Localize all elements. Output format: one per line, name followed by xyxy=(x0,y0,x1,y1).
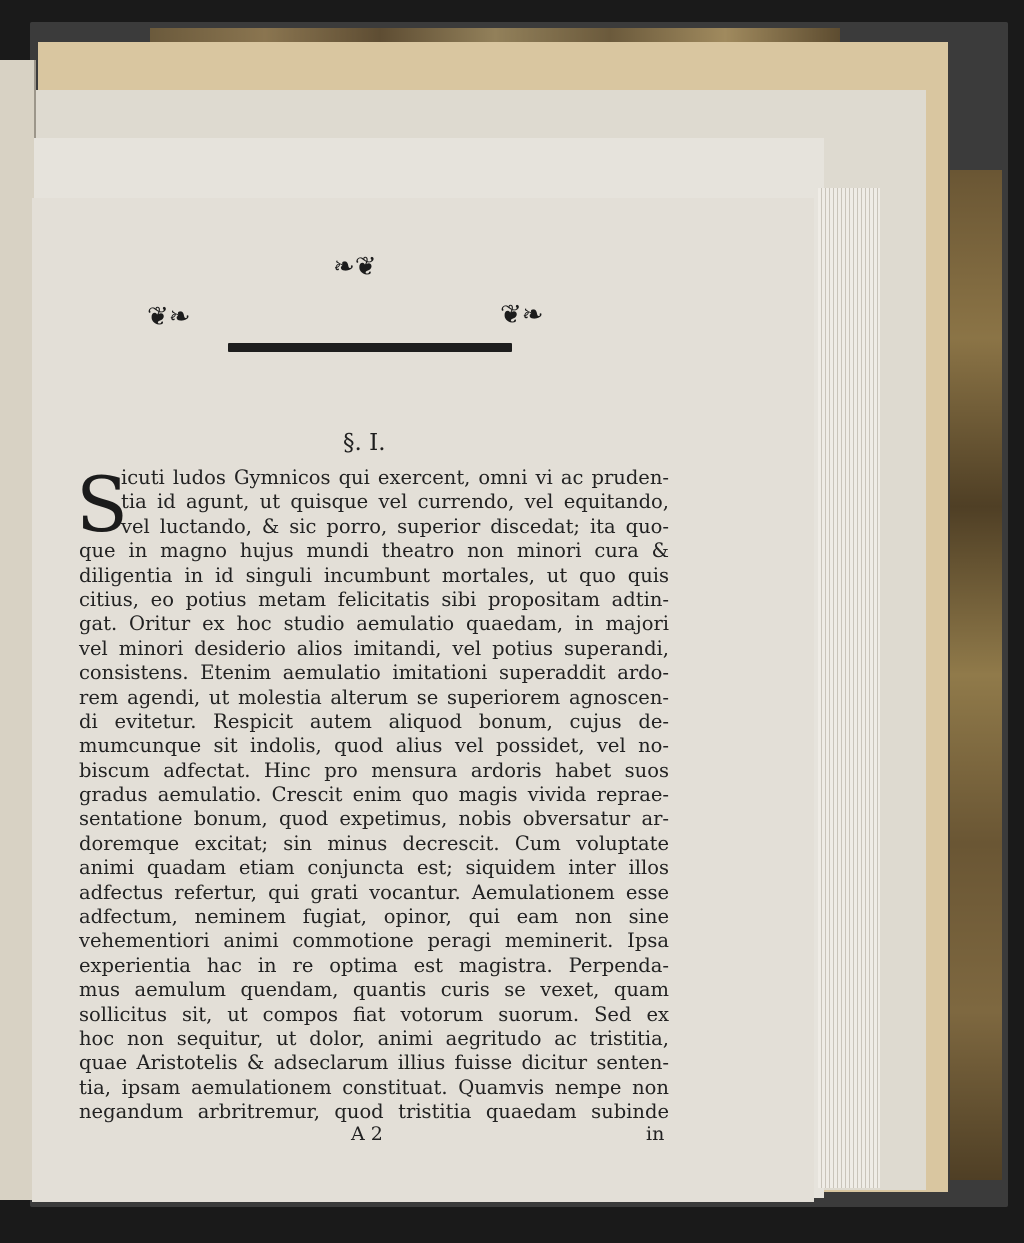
text-line: vel minori desiderio alios imitandi, vel potius superandi, xyxy=(79,636,669,660)
left-page-edge xyxy=(0,60,36,1200)
section-heading: §. I. xyxy=(343,430,386,456)
marbled-endpaper-right xyxy=(950,170,1002,1180)
text-line: vehementiori animi commotione peragi meminerit. Ipsa xyxy=(79,929,669,953)
text-line: quae Aristotelis & adseclarum illius fuisse dicitur senten- xyxy=(79,1051,669,1075)
catchword: in xyxy=(646,1123,665,1145)
drop-capital: S xyxy=(76,460,129,549)
text-line: gat. Oritur ex hoc studio aemulatio quaedam, in majori xyxy=(79,612,669,636)
text-line: diligentia in id singuli incumbunt mortales, ut quo quis xyxy=(79,563,669,587)
text-line: animi quadam etiam conjuncta est; siquidem inter illos xyxy=(79,856,669,880)
text-line: sollicitus sit, ut compos fiat votorum suorum. Sed ex xyxy=(79,1002,669,1026)
headpiece-rule xyxy=(228,343,512,352)
text-line: negandum arbritremur, quod tristitia quaedam subinde xyxy=(79,1100,669,1124)
body-text xyxy=(79,466,669,1125)
text-line: icuti ludos Gymnicos qui exercent, omni vi ac pruden- xyxy=(121,466,669,489)
text-line: sentatione bonum, quod expetimus, nobis obversatur ar- xyxy=(79,807,669,831)
text-line: hoc non sequitur, ut dolor, animi aegritudo ac tristitia, xyxy=(79,1026,669,1050)
text-line: rem agendi, ut molestia alterum se superiorem agnoscen- xyxy=(79,685,669,709)
text-line: gradus aemulatio. Crescit enim quo magis vivida reprae- xyxy=(79,783,669,807)
text-line: tia id agunt, ut quisque vel currendo, vel equitando, xyxy=(121,490,669,514)
page-fore-edge xyxy=(818,188,880,1188)
text-line: mus aemulum quendam, quantis curis se vexet, quam xyxy=(79,978,669,1002)
text-line: di evitetur. Respicit autem aliquod bonum, cujus de- xyxy=(79,709,669,733)
text-line: tia, ipsam aemulationem constituat. Quamvis nempe non xyxy=(79,1075,669,1099)
text-line: doremque excitat; sin minus decrescit. Cum voluptate xyxy=(79,831,669,855)
text-line: experientia hac in re optima est magistra. Perpenda- xyxy=(79,953,669,977)
ornament-left-icon: ❦❧ xyxy=(147,302,191,332)
text-line: adfectum, neminem fugiat, opinor, qui eam non sine xyxy=(79,905,669,929)
text-line: adfectus refertur, qui grati vocantur. Aemulationem esse xyxy=(79,880,669,904)
signature-mark: A 2 xyxy=(351,1123,383,1145)
text-line: que in magno hujus mundi theatro non minori cura & xyxy=(79,539,669,563)
text-line: citius, eo potius metam felicitatis sibi propositam adtin- xyxy=(79,587,669,611)
text-line: mumcunque sit indolis, quod alius vel possidet, vel no- xyxy=(79,734,669,758)
text-line: vel luctando, & sic porro, superior discedat; ita quo- xyxy=(121,514,669,538)
text-line: consistens. Etenim aemulatio imitationi superaddit ardo- xyxy=(79,661,669,685)
ornament-right-icon: ❦❧ xyxy=(500,300,544,330)
ornament-top-icon: ❧❦ xyxy=(333,252,377,282)
text-line: biscum adfectat. Hinc pro mensura ardoris habet suos xyxy=(79,758,669,782)
